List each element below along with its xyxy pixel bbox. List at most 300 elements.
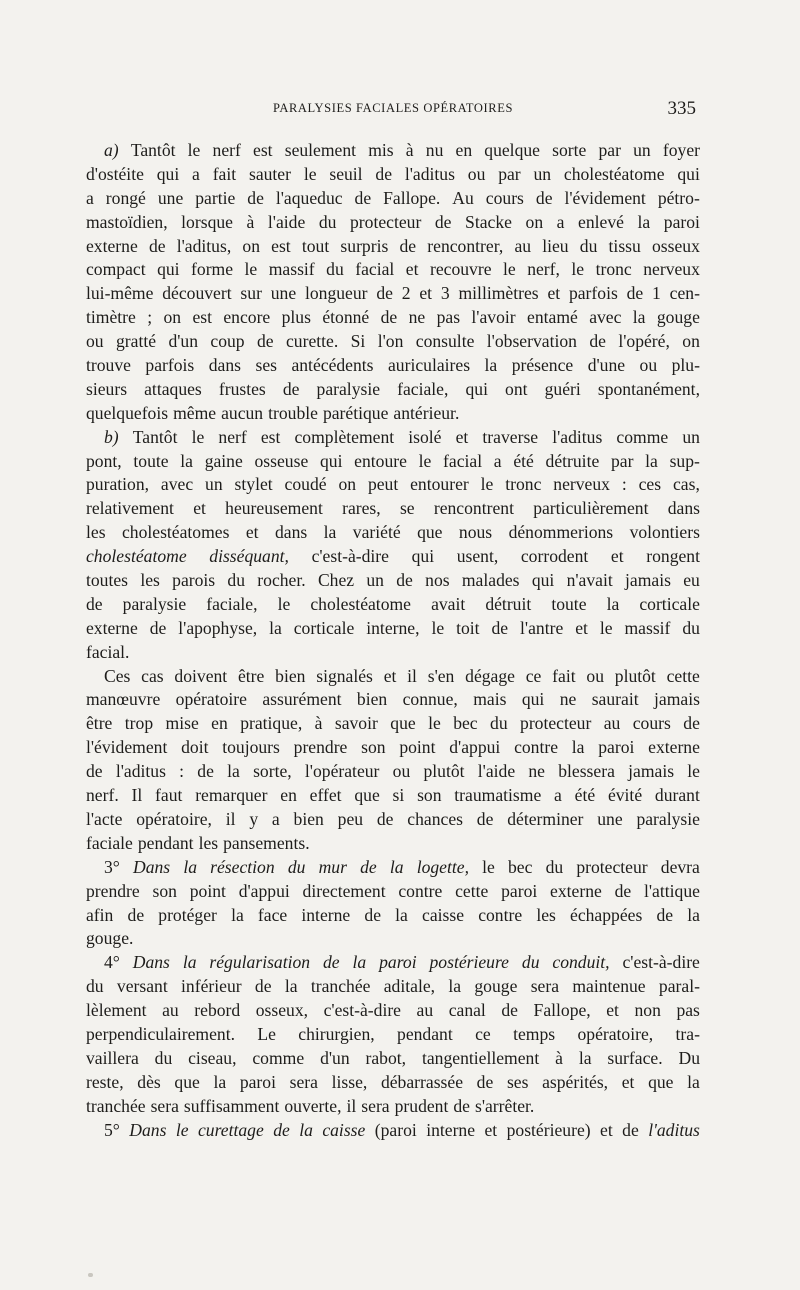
word: [390, 712, 415, 736]
word: [319, 856, 347, 880]
text: l'observation: [486, 331, 577, 352]
text: fait: [212, 163, 237, 184]
word: [406, 139, 414, 163]
word: [86, 569, 128, 593]
word: [425, 569, 449, 593]
text: est: [192, 307, 212, 328]
word: [301, 904, 350, 928]
text-line: [86, 1047, 700, 1071]
word: [322, 1119, 365, 1143]
word: [86, 880, 140, 904]
word: [104, 951, 120, 975]
text: isolé: [408, 426, 442, 447]
word: [192, 426, 205, 450]
text: que: [390, 713, 416, 734]
italic-text: Dans: [129, 1119, 167, 1140]
word: [611, 450, 633, 474]
text: une: [597, 808, 623, 829]
text: du: [490, 713, 508, 734]
text: le: [482, 856, 495, 877]
word: [183, 856, 197, 880]
word: [299, 1119, 313, 1143]
text: se: [399, 498, 415, 519]
text: la: [227, 761, 240, 782]
text: qui: [531, 570, 555, 591]
word: [86, 688, 160, 712]
text: l'aide: [477, 761, 516, 782]
word: [209, 545, 289, 569]
word: [622, 1119, 639, 1143]
word: [377, 808, 394, 832]
word: [282, 306, 311, 330]
text: compact: [86, 259, 146, 280]
text: et: [610, 546, 624, 567]
word: [86, 927, 133, 951]
text: lèlement: [86, 1000, 147, 1021]
text: une: [157, 187, 184, 208]
text: l'on: [377, 331, 404, 352]
word: [125, 712, 153, 736]
text: externe: [86, 617, 138, 638]
word: [668, 497, 700, 521]
paragraph: [86, 665, 700, 856]
text: sera: [361, 1095, 390, 1116]
word: [652, 282, 661, 306]
word: [576, 856, 647, 880]
text: tissu: [608, 235, 641, 256]
word: [133, 450, 168, 474]
text-line: [86, 617, 700, 641]
word: [311, 975, 371, 999]
word: [622, 1071, 635, 1095]
word: [262, 688, 341, 712]
word: [640, 354, 658, 378]
text-line: [86, 712, 700, 736]
word: [498, 163, 520, 187]
text: toutes: [86, 570, 129, 591]
word: [448, 975, 461, 999]
paragraph: [86, 139, 700, 426]
word: [405, 163, 455, 187]
word: [658, 187, 700, 211]
text: jamais: [654, 689, 700, 710]
word: [522, 688, 544, 712]
word: [86, 235, 138, 259]
word: [589, 306, 621, 330]
text: la: [231, 904, 244, 925]
text: les: [140, 570, 160, 591]
text: lisse,: [331, 1071, 368, 1092]
word: [116, 330, 156, 354]
word: [592, 688, 639, 712]
word: [86, 1095, 146, 1119]
text: par: [598, 140, 621, 160]
word: [86, 808, 122, 832]
text: la: [637, 211, 651, 232]
text: opératoire: [175, 689, 247, 710]
word: [527, 258, 560, 282]
text: cette: [666, 665, 700, 686]
word: [437, 306, 460, 330]
word: [351, 330, 366, 354]
text: durant: [654, 785, 700, 806]
text: de: [375, 163, 393, 184]
text: détruite: [545, 450, 600, 471]
text: au: [514, 235, 532, 256]
word: [86, 163, 144, 187]
word: [624, 617, 670, 641]
word: [218, 426, 246, 450]
word: [242, 235, 260, 259]
word: [526, 665, 542, 689]
word: [456, 426, 469, 450]
text: point: [189, 880, 226, 901]
text: rongé: [105, 187, 146, 208]
word: [422, 904, 464, 928]
text: du: [227, 570, 246, 591]
text: nerf: [218, 426, 247, 447]
text: a: [556, 211, 565, 232]
text-line: [86, 880, 700, 904]
text-line: [86, 521, 700, 545]
word: [151, 1095, 179, 1119]
text: 5°: [104, 1119, 120, 1140]
text: vaillera: [86, 1047, 139, 1068]
word: [473, 688, 506, 712]
word: [443, 450, 482, 474]
text: Du: [678, 1047, 700, 1068]
word: [353, 951, 367, 975]
word: [507, 1071, 529, 1095]
word: [235, 473, 273, 497]
word: [514, 235, 531, 259]
word: [368, 473, 398, 497]
text: la: [687, 904, 700, 925]
word: [209, 354, 241, 378]
word: [485, 354, 498, 378]
text: Si: [350, 331, 366, 352]
word: [294, 426, 394, 450]
word: [648, 736, 700, 760]
text: reste,: [86, 1071, 124, 1092]
text: pansements.: [223, 832, 310, 853]
text: plutôt: [423, 761, 465, 782]
word: [285, 975, 298, 999]
text: nous: [458, 522, 493, 543]
text: Il: [131, 785, 143, 806]
text: opératoire,: [136, 808, 212, 829]
word: [657, 306, 700, 330]
word: [329, 163, 362, 187]
word: [417, 999, 434, 1023]
text: lui-même: [86, 283, 154, 304]
italic-text: curettage: [197, 1119, 264, 1140]
word: [288, 856, 306, 880]
text: mais: [473, 689, 507, 710]
text: prendre: [86, 880, 140, 901]
word: [155, 784, 182, 808]
word: [86, 521, 106, 545]
italic-text: la: [389, 856, 404, 877]
word: [340, 235, 388, 259]
text: rebord: [194, 1000, 241, 1021]
word: [222, 736, 280, 760]
word: [552, 426, 602, 450]
word: [412, 545, 434, 569]
text: gouge.: [86, 928, 134, 949]
text: forme: [191, 259, 234, 280]
word: [225, 497, 323, 521]
word: [219, 378, 266, 402]
text: le: [571, 259, 585, 280]
word: [195, 784, 267, 808]
text: perpendiculairement.: [86, 1023, 235, 1044]
text: parois: [172, 570, 216, 591]
italic-text: le: [175, 1119, 189, 1140]
text: de: [491, 617, 509, 638]
text: spontanément,: [597, 378, 700, 399]
word: [304, 163, 317, 187]
text: manœuvre: [86, 689, 161, 710]
word: [615, 665, 656, 689]
word: [663, 139, 700, 163]
text: que: [174, 1071, 200, 1092]
word: [381, 306, 398, 330]
word: [600, 1119, 613, 1143]
word: [133, 426, 178, 450]
word: [465, 211, 512, 235]
text: la: [484, 355, 498, 376]
text: dans: [208, 355, 241, 376]
word: [478, 904, 522, 928]
text: l'acte: [86, 808, 123, 829]
text: Fallope.: [383, 187, 441, 208]
word: [286, 330, 338, 354]
text: interne,: [366, 617, 420, 638]
text: non: [634, 1000, 661, 1021]
text: recouvre: [429, 259, 492, 280]
text: l'aditus: [115, 761, 166, 782]
word: [609, 235, 641, 259]
text: nos: [425, 570, 450, 591]
text: facial: [355, 259, 395, 280]
word: [384, 975, 435, 999]
word: [428, 665, 455, 689]
word: [133, 856, 170, 880]
text: du: [579, 235, 598, 256]
text: ce: [475, 1023, 491, 1044]
text-line: [86, 999, 700, 1023]
word: [521, 545, 588, 569]
italic-text: mur: [318, 856, 347, 877]
word: [384, 665, 397, 689]
word: [481, 473, 494, 497]
text: dès: [137, 1071, 161, 1092]
word: [417, 521, 442, 545]
word: [86, 330, 104, 354]
text: d'appui: [238, 880, 290, 901]
word: [278, 593, 291, 617]
text-line: [86, 665, 700, 689]
word: [269, 617, 282, 641]
word: [670, 450, 700, 474]
word: [457, 545, 499, 569]
text: toute: [133, 450, 169, 471]
word: [366, 569, 384, 593]
word: [255, 975, 272, 999]
word: [158, 904, 217, 928]
text: rencontrent: [433, 498, 514, 519]
word: [294, 617, 355, 641]
text-line: [86, 235, 700, 259]
text: de: [282, 378, 300, 399]
text: que: [648, 1071, 674, 1092]
word: [221, 402, 263, 426]
word: [86, 306, 136, 330]
word: [354, 450, 407, 474]
word: [205, 473, 223, 497]
word: [560, 688, 577, 712]
word: [546, 856, 564, 880]
text: ont: [505, 378, 528, 399]
word: [431, 617, 444, 641]
text: de: [149, 617, 167, 638]
text: et: [547, 283, 561, 304]
italic-text: régularisation: [209, 952, 311, 973]
text: la: [180, 450, 193, 471]
word: [471, 306, 515, 330]
word: [86, 760, 103, 784]
word: [361, 1095, 389, 1119]
word: [557, 211, 565, 235]
text: dénommerions: [508, 522, 614, 543]
text: sieurs: [86, 378, 128, 399]
text: de: [86, 761, 103, 782]
word: [427, 235, 503, 259]
word: [449, 999, 486, 1023]
word: [648, 1071, 673, 1095]
word: [608, 784, 642, 808]
text: ses: [506, 1071, 529, 1092]
italic-text: résection: [210, 856, 275, 877]
text: à: [314, 713, 323, 734]
text: osseux: [652, 235, 700, 256]
running-title: PARALYSIES FACIALES OPÉRATOIRES: [272, 101, 514, 115]
word: [655, 784, 700, 808]
word: [388, 354, 470, 378]
word: [505, 378, 527, 402]
word: [664, 211, 700, 235]
word: [683, 569, 700, 593]
word: [86, 497, 174, 521]
word: [104, 1119, 120, 1143]
text: tronc: [505, 474, 542, 495]
text: sera: [289, 1071, 318, 1092]
text: stylet: [234, 474, 273, 495]
text: de: [476, 1071, 494, 1092]
word: [302, 235, 329, 259]
word: [323, 402, 388, 426]
word: [239, 880, 290, 904]
text: été: [574, 785, 596, 806]
word: [86, 712, 112, 736]
text: sur: [240, 283, 262, 304]
word: [456, 139, 473, 163]
text: cas: [141, 665, 164, 686]
text: dégage: [465, 665, 515, 686]
text: de: [656, 904, 674, 925]
word: [86, 473, 149, 497]
text-line: [86, 569, 700, 593]
word: [257, 1023, 276, 1047]
text: l'aditus,: [176, 235, 232, 256]
text: ces: [638, 474, 662, 495]
italic-text: paroi: [379, 952, 417, 973]
word: [256, 999, 308, 1023]
text: peu: [337, 808, 364, 829]
text: paroi: [598, 737, 635, 758]
word: [205, 450, 243, 474]
word: [145, 354, 194, 378]
word: [206, 593, 257, 617]
word: [407, 665, 417, 689]
word: [533, 163, 551, 187]
word: [398, 880, 442, 904]
word: [403, 688, 458, 712]
word: [558, 760, 615, 784]
word: [491, 617, 508, 641]
text: que: [354, 785, 380, 806]
word: [158, 187, 183, 211]
word: [291, 354, 373, 378]
text-line: [86, 163, 700, 187]
word: [644, 880, 700, 904]
word: [368, 139, 393, 163]
text: cen-: [669, 283, 700, 304]
word: [551, 593, 586, 617]
text: effet: [309, 785, 342, 806]
word: [194, 999, 240, 1023]
text: facial.: [86, 641, 130, 662]
word: [546, 450, 600, 474]
text: 2: [401, 283, 411, 304]
text-line: [86, 856, 700, 880]
word: [622, 951, 699, 975]
word: [507, 808, 583, 832]
text: gaine: [204, 450, 243, 471]
word: [176, 688, 247, 712]
italic-text: la: [352, 952, 367, 973]
word: [482, 856, 495, 880]
word: [578, 211, 624, 235]
text: aucun: [221, 402, 264, 423]
word: [514, 736, 558, 760]
text: interne: [301, 904, 351, 925]
word: [140, 569, 160, 593]
word: [131, 139, 176, 163]
word: [484, 139, 540, 163]
text: complètement: [294, 426, 395, 447]
text: ne: [559, 689, 577, 710]
word: [86, 784, 119, 808]
text: tronc: [595, 259, 632, 280]
text: qui: [411, 546, 435, 567]
word: [393, 402, 459, 426]
word: [486, 187, 524, 211]
text: on: [682, 331, 700, 352]
word: [271, 235, 291, 259]
text: le: [418, 450, 432, 471]
